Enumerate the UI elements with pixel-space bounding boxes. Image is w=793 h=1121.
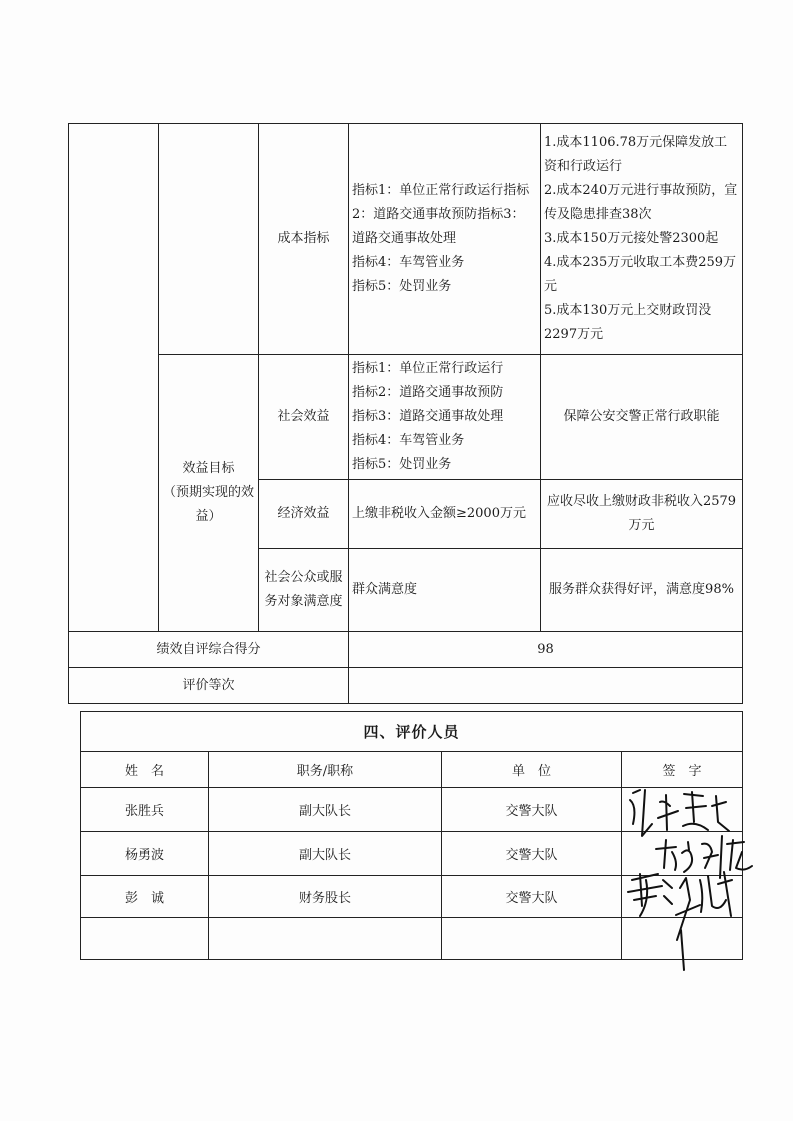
evaluator-signature-cell (622, 788, 743, 832)
cost-label: 成本指标 (259, 124, 349, 355)
evaluator-name: 张胜兵 (81, 788, 209, 832)
section-title: 四、评价人员 (81, 712, 743, 752)
evaluator-title: 副大队长 (209, 788, 442, 832)
header-signature: 签 字 (622, 752, 743, 788)
blank-group-cell (69, 124, 159, 632)
blank-subgroup-cell (159, 124, 259, 355)
cost-indicators: 指标1：单位正常行政运行指标2：道路交通事故预防指标3：道路交通事故处理 指标4：车驾管业务 指标5：处罚业务 (349, 124, 541, 355)
grade-row (69, 668, 743, 704)
evaluator-unit: 交警大队 (442, 832, 622, 876)
satisfaction-label: 社会公众或服务对象满意度 (259, 549, 349, 632)
evaluator-title: 副大队长 (209, 832, 442, 876)
economic-benefit-indicator: 上缴非税收入金额≥2000万元 (349, 480, 541, 549)
benefit-group-label: 效益目标 （预期实现的效益） (159, 355, 259, 632)
evaluator-name: 杨勇波 (81, 832, 209, 876)
social-benefit-row (69, 355, 743, 480)
header-unit: 单 位 (442, 752, 622, 788)
economic-benefit-label: 经济效益 (259, 480, 349, 549)
evaluator-signature-cell (622, 876, 743, 918)
satisfaction-value: 服务群众获得好评，满意度98% (541, 549, 743, 632)
header-title: 职务/职称 (209, 752, 442, 788)
social-benefit-value: 保障公安交警正常行政职能 (541, 355, 743, 480)
social-benefit-indicators: 指标1：单位正常行政运行 指标2：道路交通事故预防 指标3：道路交通事故处理 指标4：车驾管业务 指标5：处罚业务 (349, 355, 541, 480)
evaluator-name (81, 918, 209, 960)
table-row (81, 788, 743, 832)
evaluators-header-row (81, 752, 743, 788)
evaluator-signature-cell (622, 918, 743, 960)
score-row (69, 632, 743, 668)
cost-values: 1.成本1106.78万元保障发放工资和行政运行 2.成本240万元进行事故预防，宣传及隐患排查38次 3.成本150万元接处警2300起 4.成本235万元收取工本费259万元 5.成本130万元上交财政罚没2297万元 (541, 124, 743, 355)
header-name: 姓 名 (81, 752, 209, 788)
evaluator-name: 彭 诚 (81, 876, 209, 918)
evaluator-signature-cell (622, 832, 743, 876)
evaluator-unit (442, 918, 622, 960)
evaluator-title: 财务股长 (209, 876, 442, 918)
performance-table (68, 123, 743, 704)
grade-value (349, 668, 743, 704)
economic-benefit-value: 应收尽收上缴财政非税收入2579万元 (541, 480, 743, 549)
table-row (81, 876, 743, 918)
evaluator-unit: 交警大队 (442, 788, 622, 832)
table-row (81, 832, 743, 876)
section-title-row (81, 712, 743, 752)
evaluators-table (80, 711, 743, 960)
score-value: 98 (349, 632, 743, 668)
grade-label: 评价等次 (69, 668, 349, 704)
evaluator-unit: 交警大队 (442, 876, 622, 918)
evaluator-title (209, 918, 442, 960)
cost-row (69, 124, 743, 355)
table-row (81, 918, 743, 960)
score-label: 绩效自评综合得分 (69, 632, 349, 668)
satisfaction-indicator: 群众满意度 (349, 549, 541, 632)
social-benefit-label: 社会效益 (259, 355, 349, 480)
